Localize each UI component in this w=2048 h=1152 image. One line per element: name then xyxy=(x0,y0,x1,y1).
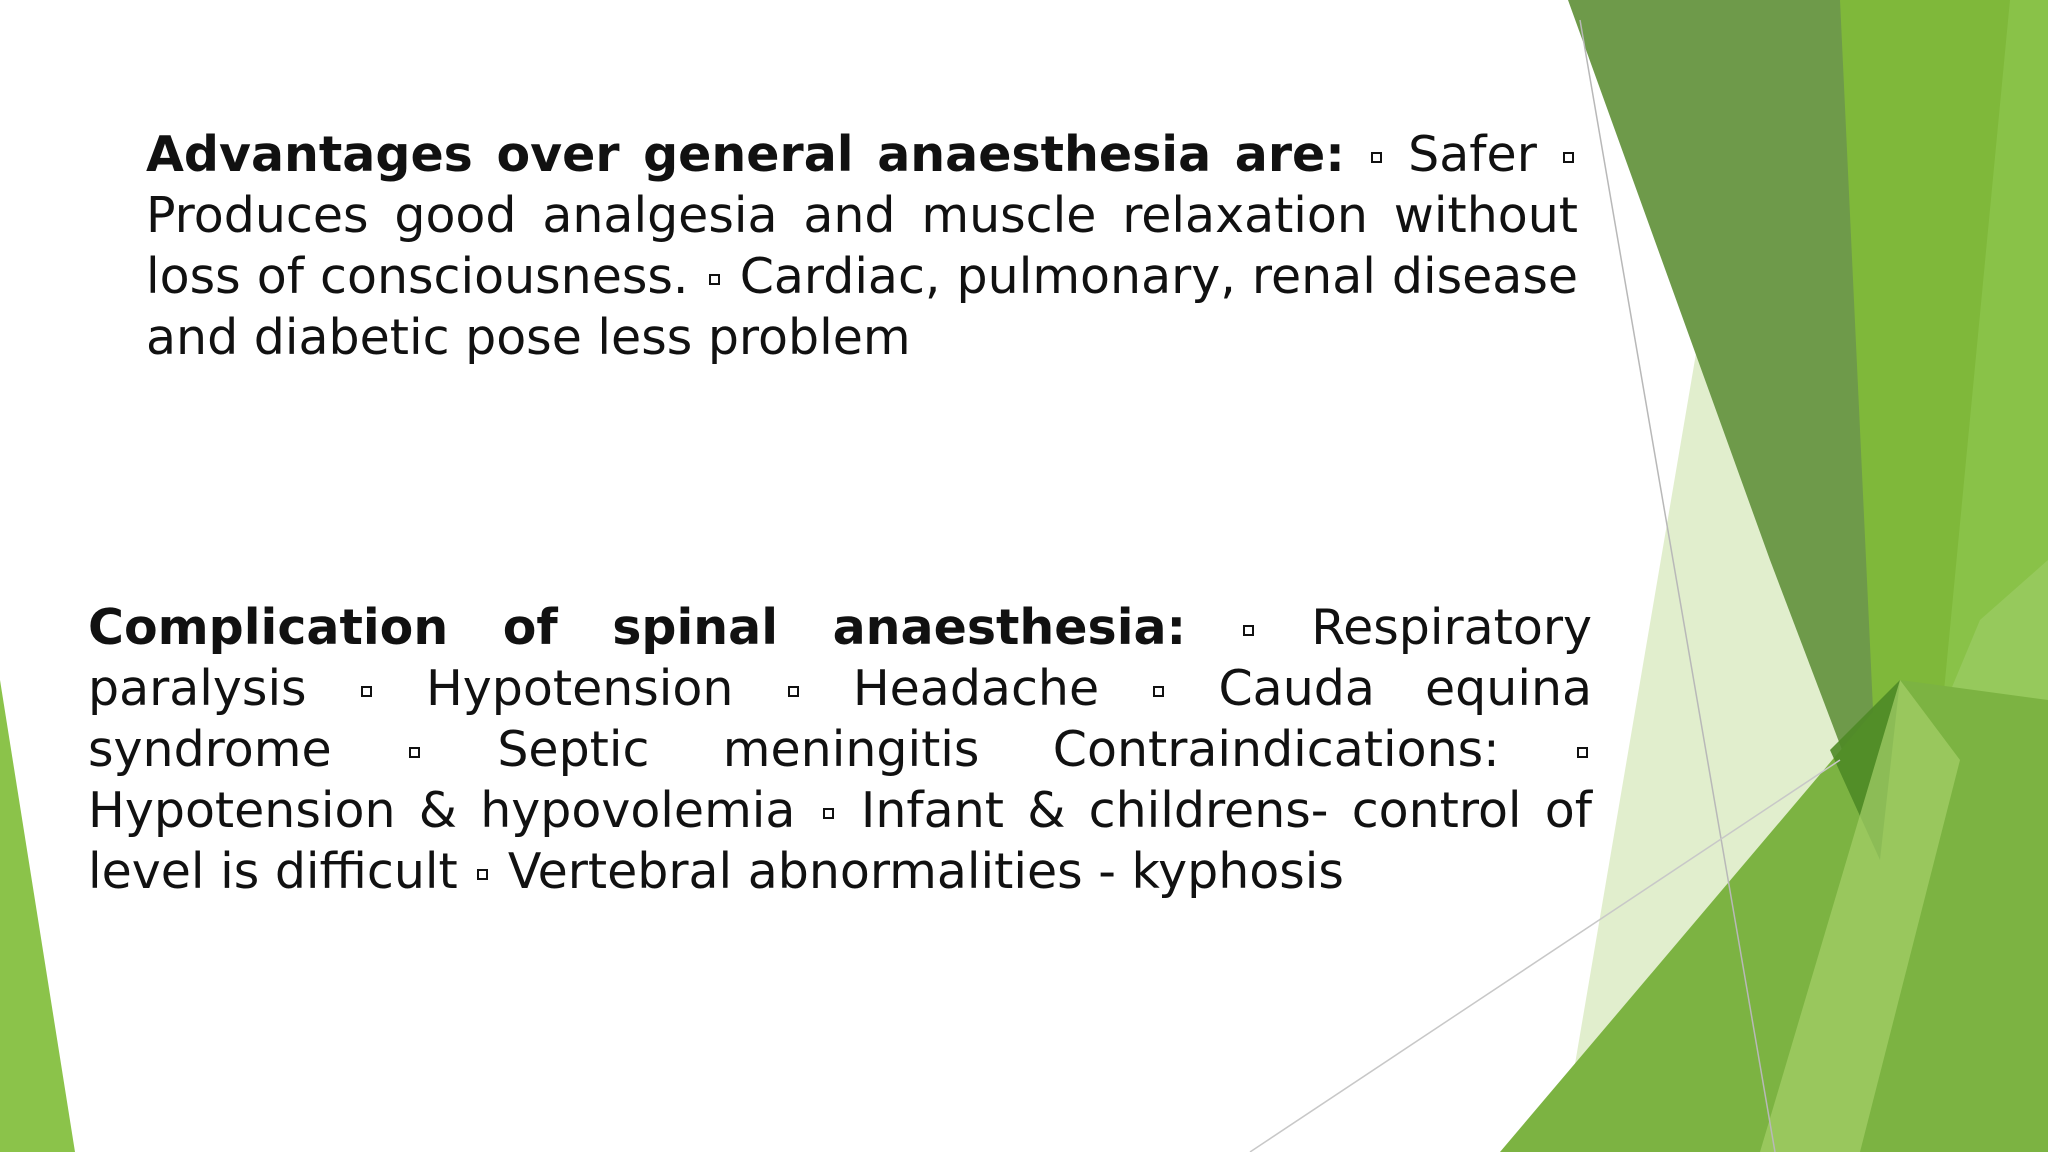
advantage-item: Produces good analgesia and muscle relaxation without loss of consciousness. xyxy=(146,187,1578,305)
complication-item: Hypotension xyxy=(425,660,734,717)
complication-item: Septic meningitis Contraindications: xyxy=(497,721,1500,778)
square-bullet-icon xyxy=(788,686,799,697)
complication-item: Respiratory paralysis xyxy=(88,599,1592,717)
square-bullet-icon xyxy=(477,869,488,880)
advantages-paragraph xyxy=(146,124,1578,368)
square-bullet-icon xyxy=(709,274,720,285)
square-bullet-icon xyxy=(1563,152,1574,163)
complication-item: Cauda equina syndrome xyxy=(88,660,1593,778)
square-bullet-icon xyxy=(1243,625,1254,636)
square-bullet-icon xyxy=(823,808,834,819)
advantage-item: Cardiac, pulmonary, renal disease and diabetic pose less problem xyxy=(146,248,1579,366)
square-bullet-icon xyxy=(1371,152,1382,163)
advantages-heading: Advantages over general anaesthesia are: xyxy=(146,126,1345,183)
complication-item: Infant & childrens- control of level is difficult xyxy=(88,782,1593,900)
square-bullet-icon xyxy=(409,747,420,758)
square-bullet-icon xyxy=(361,686,372,697)
advantage-item: Safer xyxy=(1408,126,1537,183)
square-bullet-icon xyxy=(1153,686,1164,697)
complication-item: Headache xyxy=(852,660,1100,717)
complications-heading: Complication of spinal anaesthesia: xyxy=(88,599,1187,656)
complication-item: Vertebral abnormalities - kyphosis xyxy=(507,843,1344,900)
bg-left-green-sliver xyxy=(0,680,75,1152)
complication-item: Hypotension & hypovolemia xyxy=(88,782,796,839)
complications-paragraph xyxy=(88,597,1592,902)
square-bullet-icon xyxy=(1577,747,1588,758)
